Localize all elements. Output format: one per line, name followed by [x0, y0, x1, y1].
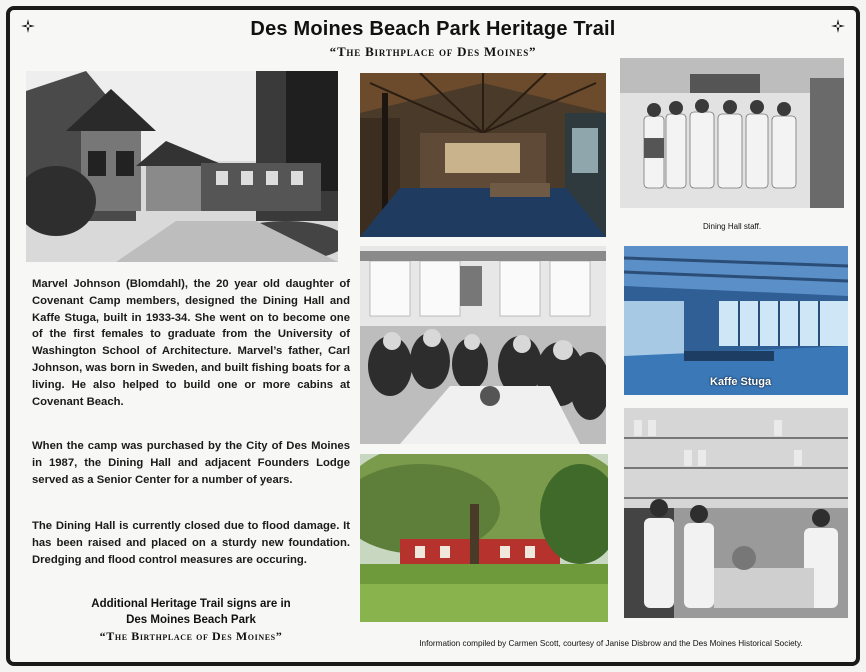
sign-title: Des Moines Beach Park Heritage Trail: [250, 18, 616, 40]
sign-subtitle: “The Birthplace of Des Moines”: [329, 44, 537, 59]
dining-hall-staff-caption: Dining Hall staff.: [702, 222, 762, 231]
trail-note-line-3: “The Birthplace of Des Moines”: [99, 629, 283, 643]
body-paragraph-3: The Dining Hall is currently closed due to flood damage. It has been raised and placed on a sturdy new foundation. Dredging and flood control measures are occuring.: [32, 520, 350, 566]
banquet-photo: [360, 246, 606, 444]
trail-note-line-2: Des Moines Beach Park: [126, 614, 256, 626]
body-paragraph-2: When the camp was purchased by the City of Des Moines in 1987, the Dining Hall and adjacent Founders Lodge served as a Senior Center for a number of years.: [32, 440, 350, 486]
heritage-sign: [6, 6, 860, 666]
body-paragraph-1: Marvel Johnson (Blomdahl), the 20 year old daughter of Covenant Camp members, designed the Dining Hall and Kaffe Stuga, built in 1933-34. She went on to become one of the first females to graduate from the University of Washington School of Architecture. Marvel’s father, Carl Johnson, was born in Sweden, and built fishing boats for a living. He also helped to build one or more cabins at Covenant Beach.: [32, 278, 350, 408]
trail-note-line-1: Additional Heritage Trail signs are in: [91, 598, 291, 610]
kaffe-stuga-photo: [624, 246, 848, 395]
dining-hall-interior-photo: [360, 73, 606, 237]
kitchen-photo: [624, 408, 848, 618]
credit-line: Information compiled by Carmen Scott, courtesy of Janise Disbrow and the Des Moines Historical Society.: [419, 639, 803, 648]
trail-note: [32, 596, 350, 644]
park-exterior-photo: [360, 454, 608, 622]
dining-hall-staff-photo: [620, 58, 844, 220]
dining-hall-exterior-photo: [26, 71, 338, 262]
kaffe-stuga-caption: Kaffe Stuga: [710, 376, 772, 388]
